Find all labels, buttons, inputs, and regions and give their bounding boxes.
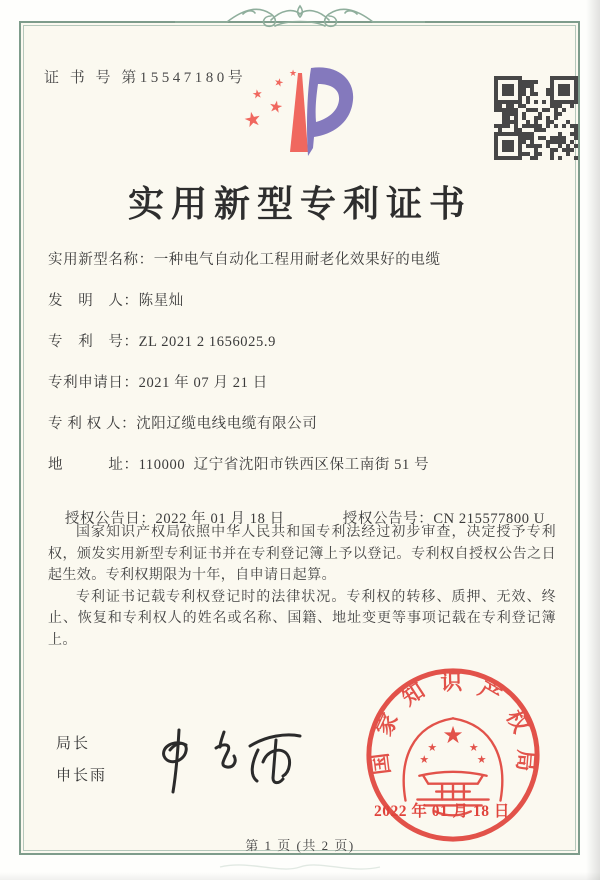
svg-text:★: ★ <box>476 752 487 766</box>
svg-text:★: ★ <box>468 741 479 755</box>
handwritten-signature <box>132 718 317 803</box>
grant-no-label: 授权公告号： <box>342 511 434 527</box>
legal-text-block <box>48 522 556 652</box>
signer-block <box>56 728 107 792</box>
seal-date: 2022 年 01 月 18 日 <box>374 803 510 820</box>
field-patentee <box>48 416 441 432</box>
scan-edge-shadow <box>586 0 600 880</box>
svg-text:★: ★ <box>272 75 286 91</box>
svg-text:★: ★ <box>419 752 430 766</box>
svg-text:★: ★ <box>288 69 298 79</box>
svg-text:★: ★ <box>251 86 264 102</box>
certificate-title: 实用新型专利证书 <box>127 184 472 224</box>
official-seal <box>358 660 548 850</box>
signer-name: 申长雨 <box>56 767 108 784</box>
field-value: 110000 辽宁省沈阳市铁西区保工南街 51 号 <box>138 457 430 473</box>
field-address <box>48 457 441 473</box>
certificate-number: 证 书 号 第15547180号 <box>44 70 247 86</box>
field-value: 一种电气自动化工程用耐老化效果好的电缆 <box>153 252 441 268</box>
field-label: 专利申请日： <box>48 375 139 391</box>
field-utility-model-name <box>48 252 441 268</box>
svg-text:★: ★ <box>427 741 438 755</box>
top-ornament-scrollwork-icon <box>175 0 425 34</box>
field-patent-number <box>48 334 441 350</box>
svg-text:★: ★ <box>267 95 285 118</box>
field-value: 2021 年 07 月 21 日 <box>138 375 268 391</box>
legal-paragraph-2: 专利证书记载专利权登记时的法律状况。专利权的转移、质押、无效、终止、恢复和专利权人的姓名或名称、国籍、地址变更等事项记载在专利登记簿上。 <box>48 589 556 648</box>
page-number-footer: 第 1 页 (共 2 页) <box>245 838 355 853</box>
seal-ring-text: 国家知识产权局 <box>367 670 538 777</box>
grant-date-label: 授权公告日： <box>64 511 156 527</box>
scan-bottom-shadow <box>0 872 600 880</box>
cnipa-logo-icon <box>238 60 363 168</box>
legal-paragraph-1: 国家知识产权局依照中华人民共和国专利法经过初步审查，决定授予专利权，颁发实用新型专利证书并在专利登记簿上予以登记。专利权自授权公告之日起生效。专利权期限为十年，自申请日起算。 <box>48 525 556 584</box>
svg-text:★: ★ <box>442 721 464 750</box>
field-application-date <box>48 375 441 391</box>
grant-date-value: 2022 年 01 月 18 日 <box>155 511 285 527</box>
field-label: 地 址： <box>48 457 139 473</box>
field-label: 专 利 号： <box>48 334 139 350</box>
svg-text:★: ★ <box>241 105 264 133</box>
field-list <box>48 252 441 473</box>
field-value: 沈阳辽缆电线电缆有限公司 <box>136 416 318 432</box>
field-label: 专 利 权 人： <box>48 416 137 432</box>
grant-no-value: CN 215577800 U <box>433 511 545 527</box>
qr-code <box>494 76 578 160</box>
field-value: 陈星灿 <box>138 293 184 309</box>
field-label: 发 明 人： <box>48 293 139 309</box>
field-label: 实用新型名称： <box>48 252 154 268</box>
signer-title: 局长 <box>56 735 91 752</box>
field-value: ZL 2021 2 1656025.9 <box>138 334 276 350</box>
field-inventor <box>48 293 441 309</box>
